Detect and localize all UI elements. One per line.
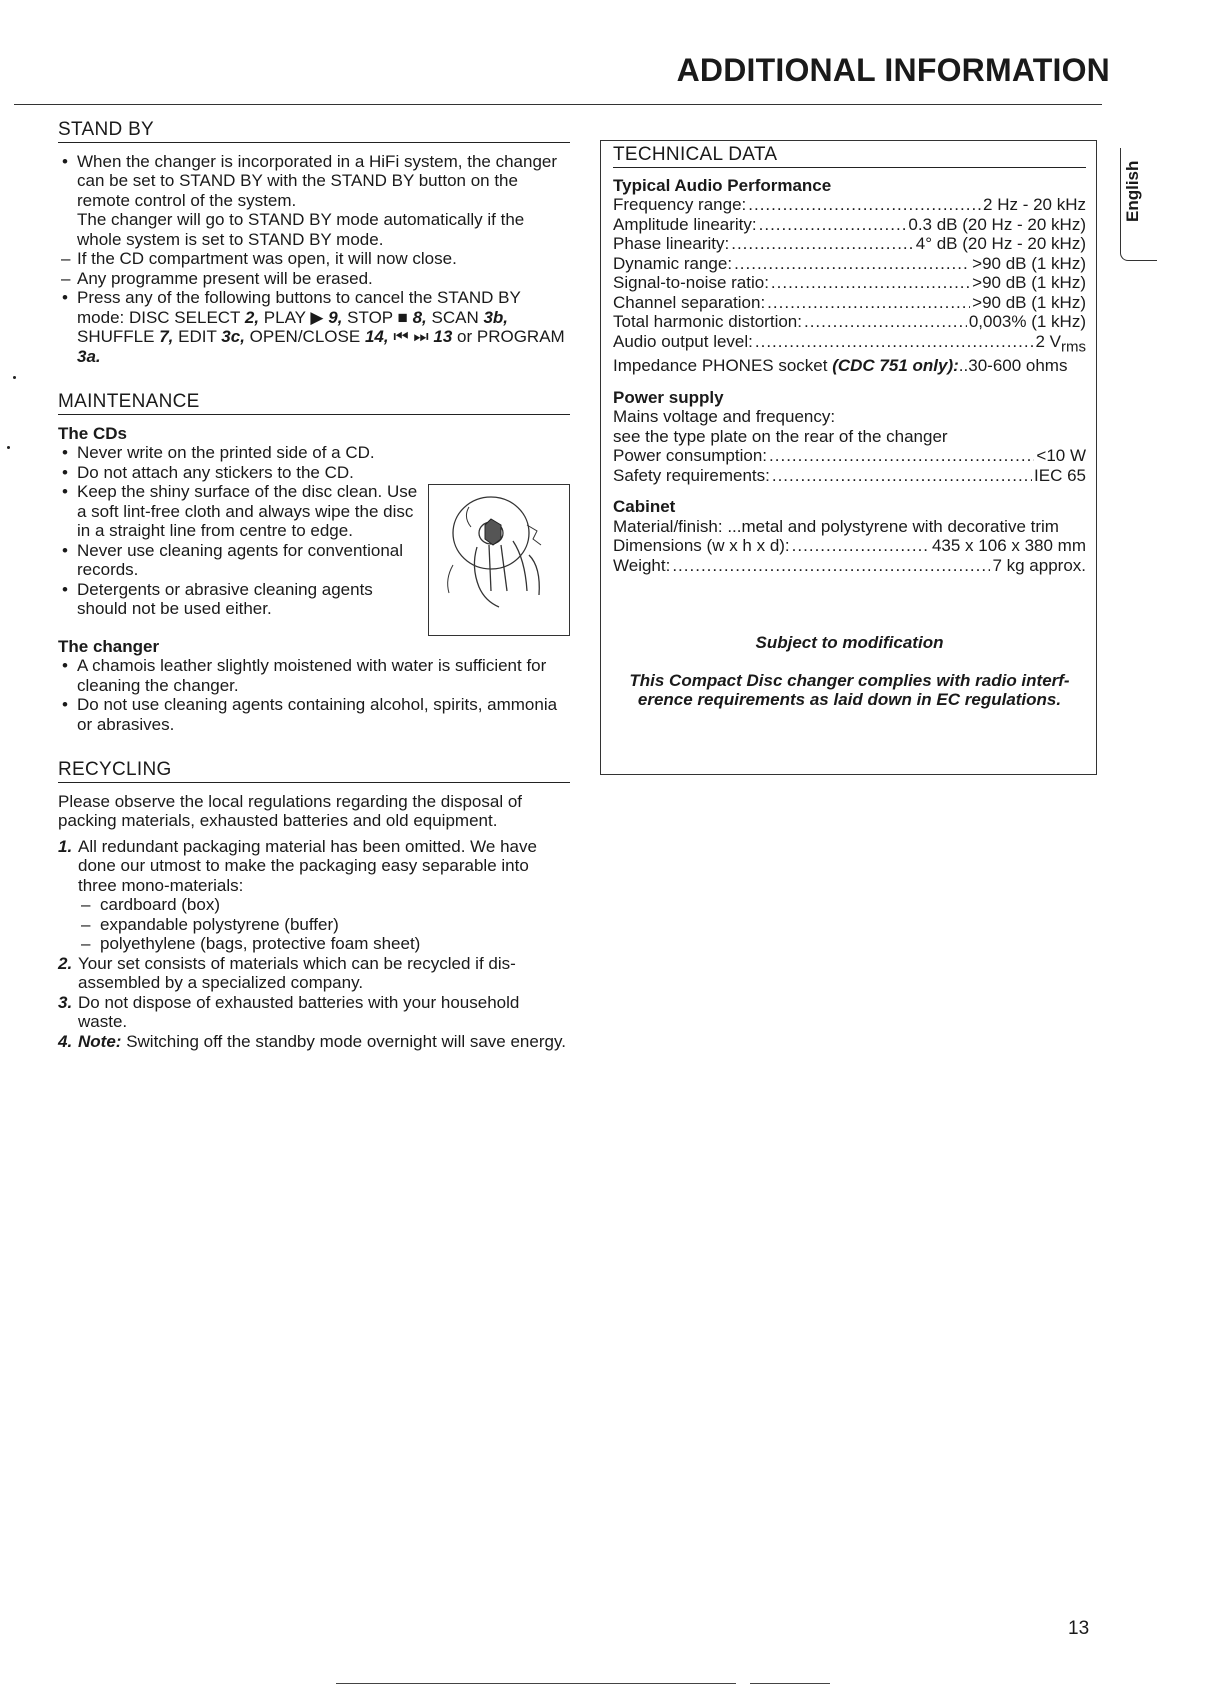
maintenance-section <box>58 392 570 734</box>
list-item: • A chamois leather slightly moistened with water is sufficient for cleaning the changer. <box>58 656 570 695</box>
bottom-edge-line <box>750 1683 830 1684</box>
cd-care-block <box>58 482 570 619</box>
spec-row: Safety requirements: ..... IEC 65 <box>613 466 1086 486</box>
spec-row: Signal-to-noise ratio: ..... >90 dB (1 kHz) <box>613 273 1086 293</box>
technical-data-heading: TECHNICAL DATA <box>613 145 1086 168</box>
standby-section <box>58 120 570 366</box>
cd-hand-icon <box>429 485 569 635</box>
spec-row: Channel separation: ..... >90 dB (1 kHz) <box>613 293 1086 313</box>
list-item: – Any programme present will be erased. <box>58 269 570 289</box>
margin-dot <box>13 376 16 379</box>
title-divider <box>14 104 1102 105</box>
ec-compliance-note: This Compact Disc changer complies with radio interf-erence requirements as laid down in EC regulations. <box>629 670 1070 710</box>
cabinet-material: Material/finish: ...metal and polystyrene with decorative trim <box>613 516 1059 536</box>
list-item: 4. Note: Switching off the standby mode overnight will save energy. <box>58 1031 566 1051</box>
list-item: – expandable polystyrene (buffer) <box>78 915 570 935</box>
spec-row: Phase linearity: ..... 4° dB (20 Hz - 20 kHz) <box>613 234 1086 254</box>
list-item: 2. Your set consists of materials which can be recycled if dis-assembled by a specialized company. <box>58 953 516 992</box>
list-item: • Do not use cleaning agents containing alcohol, spirits, ammonia or abrasives. <box>58 695 570 734</box>
standby-heading: STAND BY <box>58 120 570 143</box>
changer-subheading: The changer <box>58 636 160 656</box>
cabinet-heading: Cabinet <box>613 497 676 517</box>
power-text: see the type plate on the rear of the changer <box>613 426 948 446</box>
list-item: • Do not attach any stickers to the CD. <box>58 463 570 483</box>
margin-dot <box>7 446 10 449</box>
list-item: – If the CD compartment was open, it will now close. <box>58 249 570 269</box>
spec-row: Total harmonic distortion: ..... 0,003% (1 kHz) <box>613 312 1086 332</box>
cabinet-block <box>613 497 1086 575</box>
recycling-intro: Please observe the local regulations regarding the disposal of packing materials, exhausted batteries and old equipment. <box>58 791 523 830</box>
list-item: • Never use cleaning agents for conventional records. <box>58 541 570 580</box>
language-tab-label: English <box>1123 160 1142 222</box>
cds-block <box>58 443 570 619</box>
spec-row: Frequency range: ..... 2 Hz - 20 kHz <box>613 195 1086 215</box>
power-text: Mains voltage and frequency: <box>613 407 836 427</box>
spec-row: Amplitude linearity: ..... 0.3 dB (20 Hz - 20 kHz) <box>613 215 1086 235</box>
list-item: 3. Do not dispose of exhausted batteries with your household waste. <box>58 992 520 1031</box>
list-item: – cardboard (box) <box>78 895 570 915</box>
cds-subheading: The CDs <box>58 423 127 443</box>
spec-row: Dimensions (w x h x d): ..... 435 x 106 x 380 mm <box>613 536 1086 556</box>
list-item: • Press any of the following buttons to cancel the STAND BY mode: DISC SELECT 2, PLAY ▶ 9, STOP ■ 8, SCAN 3b, SHUFFLE 7, EDIT 3c, OPEN/CLOSE 14, ⏮ ⏭ 13 or PROGRAM 3a. <box>58 288 570 366</box>
audio-spec-list <box>613 195 1086 376</box>
spec-row: Power consumption: ..... <10 W <box>613 446 1086 466</box>
list-item: • Never write on the printed side of a CD. <box>58 443 570 463</box>
power-supply-block <box>613 388 1086 486</box>
spec-row: Audio output level: ..... 2 $V_{rms}$ <box>613 332 1086 357</box>
maintenance-heading: MAINTENANCE <box>58 392 570 415</box>
page-title: ADDITIONAL INFORMATION <box>676 52 1110 88</box>
recycling-heading: RECYCLING <box>58 760 570 783</box>
page-number: 13 <box>1068 1618 1090 1639</box>
spec-row: Weight: ..... 7 kg approx. <box>613 556 1086 576</box>
audio-performance-heading: Typical Audio Performance <box>613 175 832 195</box>
spec-row: Impedance PHONES socket (CDC 751 only): ..30-600 ohms <box>613 356 1068 376</box>
list-item: 1. All redundant packaging material has been omitted. We have done our utmost to make the packaging easy separable into three mono-materials: – cardboard (box) – expandable polystyrene (buffer) – polyethylene (bags, protective foam sheet) <box>58 837 570 954</box>
list-item: • When the changer is incorporated in a HiFi system, the changer can be set to STAND BY with the STAND BY button on the remote control of the system. The changer will go to STAND BY mode automatically if the whole system is set to STAND BY mode. <box>58 152 570 250</box>
modification-note: Subject to modification <box>755 633 944 653</box>
spec-row: Dynamic range: ..... >90 dB (1 kHz) <box>613 254 1086 274</box>
list-item: • Keep the shiny surface of the disc clean. Use a soft lint-free cloth and always wipe the disc in a straight line from centre to edge. <box>58 482 570 541</box>
cd-cleaning-illustration <box>428 484 570 636</box>
list-item: • Detergents or abrasive cleaning agents should not be used either. <box>58 580 570 619</box>
technical-data-box <box>600 140 1097 775</box>
left-column <box>58 120 570 1051</box>
power-supply-heading: Power supply <box>613 387 724 407</box>
recycling-section <box>58 760 570 1051</box>
bottom-edge-line <box>336 1683 736 1684</box>
list-item: – polyethylene (bags, protective foam sheet) <box>78 934 570 954</box>
